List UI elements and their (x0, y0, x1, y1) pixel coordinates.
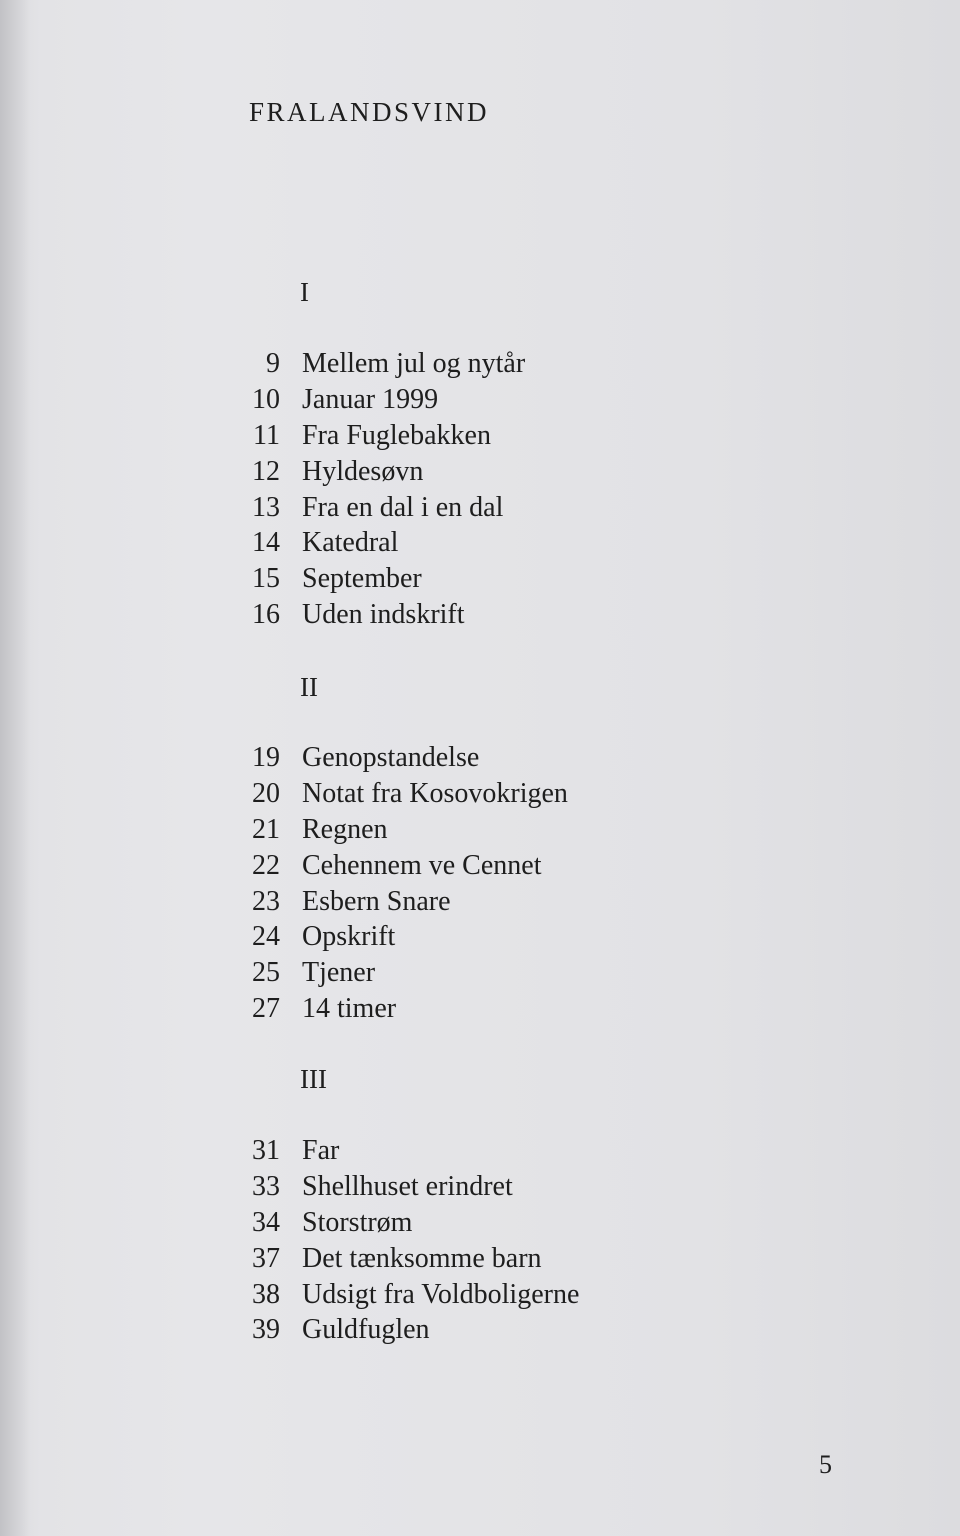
page-edge-shadow (0, 0, 30, 1536)
toc-entry (240, 418, 660, 454)
toc-page-number: 19 (252, 741, 280, 773)
toc-entry (240, 490, 660, 526)
toc-entry (240, 919, 660, 955)
toc-entry-title: Esbern Snare (302, 885, 451, 917)
toc-entry-title: Fra en dal i en dal (302, 491, 504, 523)
toc-entry-title: Genopstandelse (302, 741, 480, 773)
toc-page-number: 21 (252, 813, 280, 845)
toc-page-number: 38 (252, 1278, 280, 1310)
toc-entry (240, 525, 660, 561)
toc-page-number: 12 (252, 455, 280, 487)
toc-entry (240, 346, 660, 382)
section-heading-1: I (300, 277, 309, 307)
toc-page-number: 10 (252, 383, 280, 415)
toc-entry-title: 14 timer (302, 993, 397, 1025)
toc-entry (240, 955, 660, 991)
toc-page-number: 22 (252, 849, 280, 881)
toc-page-number: 33 (252, 1170, 280, 1202)
toc-page-number: 9 (266, 347, 280, 379)
toc-page-number: 11 (253, 419, 280, 451)
toc-entry (240, 1169, 660, 1205)
toc-entry-title: September (302, 563, 422, 595)
book-title: FRALANDSVIND (249, 97, 490, 127)
toc-entry (240, 1312, 660, 1348)
toc-entry (240, 1241, 660, 1277)
toc-entry (240, 848, 660, 884)
section-heading-3: III (300, 1064, 327, 1094)
toc-entry (240, 991, 660, 1027)
toc-page-number: 24 (252, 921, 280, 953)
toc-entry (240, 1277, 660, 1313)
toc-entry-title: Det tænksomme barn (302, 1242, 542, 1274)
toc-section-2 (240, 740, 660, 1027)
toc-entry (240, 884, 660, 920)
toc-entry-title: Guldfuglen (302, 1314, 430, 1346)
toc-entry (240, 382, 660, 418)
toc-page-number: 23 (252, 885, 280, 917)
toc-entry (240, 740, 660, 776)
toc-entry-title: Far (302, 1134, 340, 1166)
toc-page-number: 20 (252, 777, 280, 809)
toc-entry (240, 1205, 660, 1241)
toc-section-1 (240, 346, 660, 633)
toc-entry-title: Fra Fuglebakken (302, 419, 491, 451)
toc-page-number: 16 (252, 599, 280, 631)
toc-entry (240, 1133, 660, 1169)
toc-section-3 (240, 1133, 660, 1348)
toc-entry-title: Opskrift (302, 921, 396, 953)
toc-page-number: 31 (252, 1134, 280, 1166)
toc-entry-title: Notat fra Kosovokrigen (302, 777, 568, 809)
toc-page-number: 37 (252, 1242, 280, 1274)
toc-entry-title: Cehennem ve Cennet (302, 849, 542, 881)
toc-entry-title: Regnen (302, 813, 388, 845)
toc-page-number: 39 (252, 1314, 280, 1346)
toc-entry-title: Tjener (302, 957, 376, 989)
toc-page-number: 27 (252, 993, 280, 1025)
toc-page-number: 34 (252, 1206, 280, 1238)
toc-page-number: 13 (252, 491, 280, 523)
toc-page-number: 25 (252, 957, 280, 989)
toc-entry-title: Mellem jul og nytår (302, 347, 526, 379)
toc-entry-title: Udsigt fra Voldboligerne (302, 1278, 580, 1310)
toc-entry-title: Storstrøm (302, 1206, 413, 1238)
toc-entry (240, 812, 660, 848)
toc-entry-title: Katedral (302, 527, 399, 559)
toc-entry (240, 776, 660, 812)
section-heading-2: II (300, 672, 318, 702)
toc-entry (240, 454, 660, 490)
page-number: 5 (819, 1450, 832, 1479)
toc-entry-title: Hyldesøvn (302, 455, 424, 487)
toc-page-number: 14 (252, 527, 280, 559)
toc-entry-title: Januar 1999 (302, 383, 439, 415)
toc-entry-title: Shellhuset erindret (302, 1170, 513, 1202)
toc-entry (240, 597, 660, 633)
toc-entry-title: Uden indskrift (302, 599, 465, 631)
toc-page-number: 15 (252, 563, 280, 595)
toc-entry (240, 561, 660, 597)
